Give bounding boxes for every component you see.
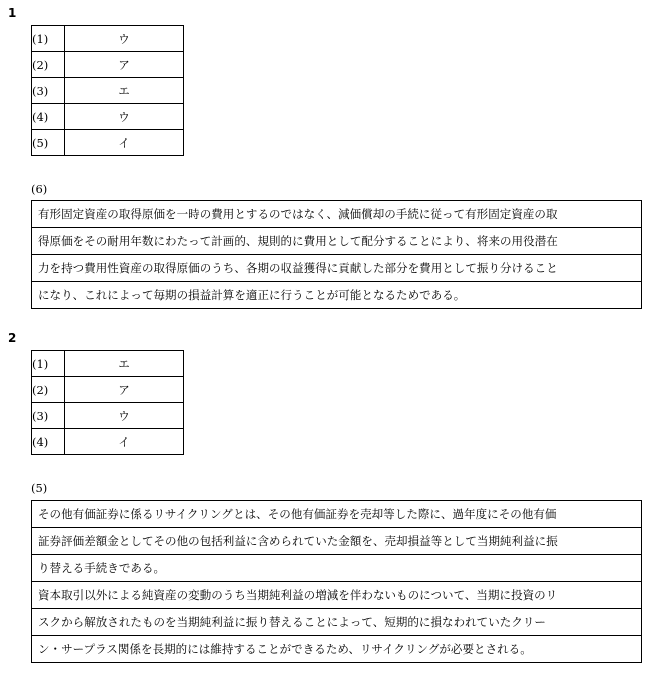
essay-line: 力を持つ費用性資産の取得原価のうち、各期の収益獲得に貢献した部分を費用として振り分けること: [32, 255, 641, 282]
essay-line: り替える手続きである。: [32, 555, 641, 582]
answer-value: ウ: [65, 403, 184, 429]
essay-line: 得原価をその耐用年数にわたって計画的、規則的に費用として配分することにより、将来の用役潜在: [32, 228, 641, 255]
answer-label: (5): [32, 130, 65, 156]
table-row: [32, 377, 184, 403]
question-2-essay-label: (5): [31, 481, 48, 495]
answer-label: (1): [32, 26, 65, 52]
answer-label: (3): [32, 403, 65, 429]
question-1-number: 1: [8, 6, 17, 20]
answer-label: (2): [32, 52, 65, 78]
table-row: [32, 351, 184, 377]
essay-line: 有形固定資産の取得原価を一時の費用とするのではなく、減価償却の手続に従って有形固定資産の取: [32, 201, 641, 228]
table-row: [32, 429, 184, 455]
essay-line: ン・サープラス関係を長期的には維持することができるため、リサイクリングが必要とされる。: [38, 642, 532, 656]
table-row: [32, 130, 184, 156]
answer-label: (4): [32, 104, 65, 130]
answer-value: エ: [65, 78, 184, 104]
question-1-answer-table: [31, 25, 184, 156]
answer-value: ア: [65, 52, 184, 78]
answer-value: ウ: [65, 26, 184, 52]
essay-line: スクから解放されたものを当期純利益に振り替えることによって、短期的に損なわれていたクリー: [32, 609, 641, 636]
essay-line: になり、これによって毎期の損益計算を適正に行うことが可能となるためである。: [38, 288, 466, 302]
answer-value: イ: [65, 130, 184, 156]
table-row: [32, 104, 184, 130]
answer-value: ウ: [65, 104, 184, 130]
question-2-essay-box: [31, 500, 642, 663]
answer-value: ア: [65, 377, 184, 403]
table-row: [32, 403, 184, 429]
question-2-answer-table: [31, 350, 184, 455]
question-1-essay-box: [31, 200, 642, 309]
answer-label: (2): [32, 377, 65, 403]
essay-line: 証券評価差額金としてその他の包括利益に含められていた金額を、売却損益等として当期純利益に振: [32, 528, 641, 555]
question-2-number: 2: [8, 331, 17, 345]
answer-value: イ: [65, 429, 184, 455]
table-row: [32, 52, 184, 78]
essay-line: 資本取引以外による純資産の変動のうち当期純利益の増減を伴わないものについて、当期に投資のリ: [32, 582, 641, 609]
essay-line: その他有価証券に係るリサイクリングとは、その他有価証券を売却等した際に、過年度にその他有価: [32, 501, 641, 528]
table-row: [32, 78, 184, 104]
answer-label: (3): [32, 78, 65, 104]
answer-value: エ: [65, 351, 184, 377]
answer-label: (4): [32, 429, 65, 455]
answer-label: (1): [32, 351, 65, 377]
question-1-essay-label: (6): [31, 182, 48, 196]
table-row: [32, 26, 184, 52]
